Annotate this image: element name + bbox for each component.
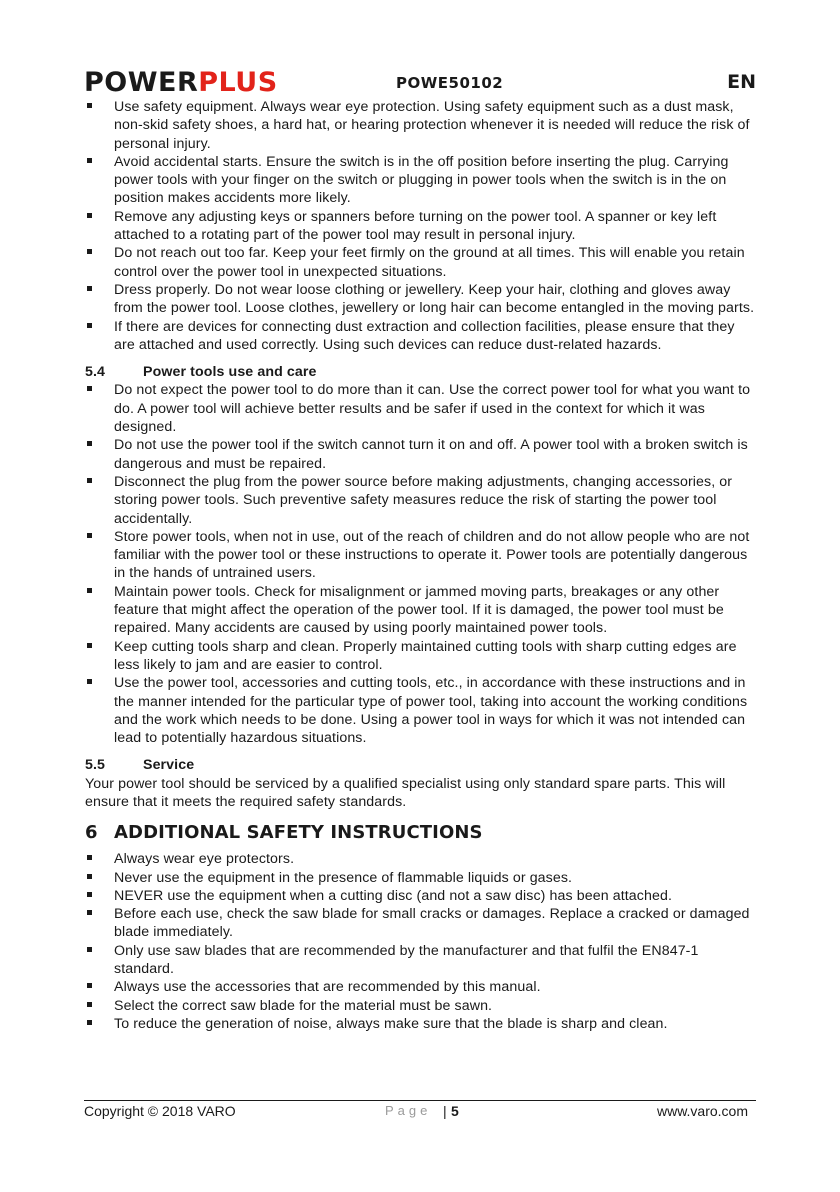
square-bullet-icon [87, 983, 92, 988]
list-item [85, 436, 757, 473]
service-paragraph: Your power tool should be serviced by a qualified specialist using only standard spare parts. This will ensure that it meets the required safety standards. [85, 775, 726, 810]
list-item [85, 208, 757, 245]
list-item-text: Store power tools, when not in use, out of the reach of children and do not allow people who are not familiar with the power tool or these instructions to operate it. Power tools are potentially dangerous in the hands of untrained users. [114, 528, 750, 582]
list-item-text: Select the correct saw blade for the material must be sawn. [114, 997, 493, 1014]
list-item-text: Avoid accidental starts. Ensure the switch is in the off position before inserting the plug. Carrying power tools with your finger on the switch or plugging in power tools when the switch is in the on position makes accidents more likely. [114, 153, 729, 207]
square-bullet-icon [87, 441, 92, 446]
list-item [85, 583, 757, 638]
copyright-text: Copyright © 2018 VARO [84, 1103, 236, 1119]
website-link[interactable]: www.varo.com [656, 1103, 748, 1119]
section-number: 5.4 [85, 364, 106, 381]
list-item [85, 244, 757, 281]
list-item [85, 318, 757, 355]
list-item-text: Do not use the power tool if the switch cannot turn it on and off. A power tool with a broken switch is dangerous and must be repaired. [114, 437, 748, 472]
list-item [85, 638, 757, 675]
list-item-text: Never use the equipment in the presence of flammable liquids or gases. [114, 869, 573, 886]
list-item-text: Always wear eye protectors. [114, 851, 295, 868]
square-bullet-icon [87, 249, 92, 254]
list-item [85, 281, 757, 318]
square-bullet-icon [87, 947, 92, 952]
list-item [85, 473, 757, 528]
list-item-text: Disconnect the plug from the power source before making adjustments, changing accessories, or storing power tools. Such preventive safety measures reduce the risk of starting the power tool accidentally. [114, 473, 733, 527]
list-item [85, 381, 757, 436]
list-item [85, 153, 757, 208]
section-title: Power tools use and care [143, 364, 317, 381]
chapter-6-bullet-list [85, 850, 757, 1033]
list-item-text: Only use saw blades that are recommended by the manufacturer and that fulfil the EN847-1 standard. [114, 942, 699, 978]
square-bullet-icon [87, 286, 92, 291]
list-item [85, 850, 757, 868]
list-item-text: Do not reach out too far. Keep your feet firmly on the ground at all times. This will enable you retain control over the power tool in unexpected situations. [114, 245, 745, 280]
list-item-text: Do not expect the power tool to do more than it can. Use the correct power tool for what you want to do. A power tool will achieve better results and be safer if used in the context for which it was designed. [114, 382, 751, 436]
list-item [85, 98, 757, 153]
page-number: 5 [451, 1103, 459, 1119]
square-bullet-icon [87, 103, 92, 108]
list-item-text: Dress properly. Do not wear loose clothing or jewellery. Keep your hair, clothing and gloves away from the power tool. Loose clothes, jewellery or long hair can become entangled in the moving parts. [114, 281, 755, 317]
square-bullet-icon [87, 158, 92, 163]
list-item [85, 528, 757, 583]
language-code: EN [727, 71, 756, 93]
model-number: POWE50102 [396, 74, 504, 92]
square-bullet-icon [87, 588, 92, 593]
page-label: Page [385, 1103, 432, 1118]
list-item-text: Keep cutting tools sharp and clean. Properly maintained cutting tools with sharp cutting edges are less likely to jam and are easier to control. [114, 638, 737, 673]
footer-divider [84, 1100, 756, 1101]
page-header [84, 68, 756, 98]
page-separator: | [443, 1103, 447, 1119]
square-bullet-icon [87, 1020, 92, 1025]
square-bullet-icon [87, 323, 92, 328]
list-item-text: Before each use, check the saw blade for small cracks or damages. Replace a cracked or damaged blade immediately. [114, 906, 750, 941]
chapter-heading-6 [85, 824, 757, 846]
chapter-number: 6 [85, 822, 98, 844]
square-bullet-icon [87, 874, 92, 879]
page-footer [84, 1103, 756, 1121]
list-item [85, 674, 757, 747]
square-bullet-icon [87, 213, 92, 218]
list-item-text: Always use the accessories that are recommended by this manual. [114, 979, 541, 996]
list-item [85, 978, 757, 996]
list-item-text: Use the power tool, accessories and cutting tools, etc., in accordance with these instructions and in the manner intended for the particular type of power tool, taking into account the working conditions and the work which needs to be done. Using a power tool in ways for which it was not intended can lead to potentially hazardous situations. [114, 675, 748, 747]
list-item [85, 1015, 757, 1033]
list-item [85, 905, 757, 942]
section-heading-5-4 [85, 363, 757, 381]
section-heading-5-5 [85, 756, 757, 774]
section-title: Service [143, 757, 195, 774]
section-5-4-bullet-list [85, 381, 757, 747]
chapter-title: ADDITIONAL SAFETY INSTRUCTIONS [114, 822, 483, 844]
square-bullet-icon [87, 643, 92, 648]
intro-bullet-list [85, 98, 757, 354]
list-item-text: NEVER use the equipment when a cutting disc (and not a saw disc) has been attached. [114, 887, 672, 904]
list-item [85, 942, 757, 979]
square-bullet-icon [87, 855, 92, 860]
square-bullet-icon [87, 386, 92, 391]
square-bullet-icon [87, 679, 92, 684]
document-body [85, 98, 757, 1033]
square-bullet-icon [87, 1002, 92, 1007]
list-item-text: Remove any adjusting keys or spanners before turning on the power tool. A spanner or key left attached to a rotating part of the power tool may result in personal injury. [114, 208, 717, 244]
list-item-text: Maintain power tools. Check for misalignment or jammed moving parts, breakages or any other feature that might affect the operation of the power tool. If it is damaged, the power tool must be repaired. Many accidents are caused by using poorly maintained power tools. [114, 583, 724, 637]
list-item [85, 887, 757, 905]
list-item [85, 869, 757, 887]
logo-power: POWER [84, 67, 199, 98]
logo-plus: PLUS [198, 67, 278, 98]
square-bullet-icon [87, 533, 92, 538]
square-bullet-icon [87, 478, 92, 483]
brand-logo [84, 68, 278, 98]
list-item-text: If there are devices for connecting dust extraction and collection facilities, please ensure that they are attached and used correctly. Using such devices can reduce dust-related hazards. [114, 318, 735, 353]
section-number: 5.5 [85, 757, 106, 774]
list-item-text: Use safety equipment. Always wear eye protection. Using safety equipment such as a dust mask, non-skid safety shoes, a hard hat, or hearing protection whenever it is needed will reduce the risk of personal injury. [114, 99, 750, 152]
square-bullet-icon [87, 910, 92, 915]
list-item [85, 997, 757, 1015]
square-bullet-icon [87, 892, 92, 897]
list-item-text: To reduce the generation of noise, always make sure that the blade is sharp and clean. [114, 1015, 668, 1032]
